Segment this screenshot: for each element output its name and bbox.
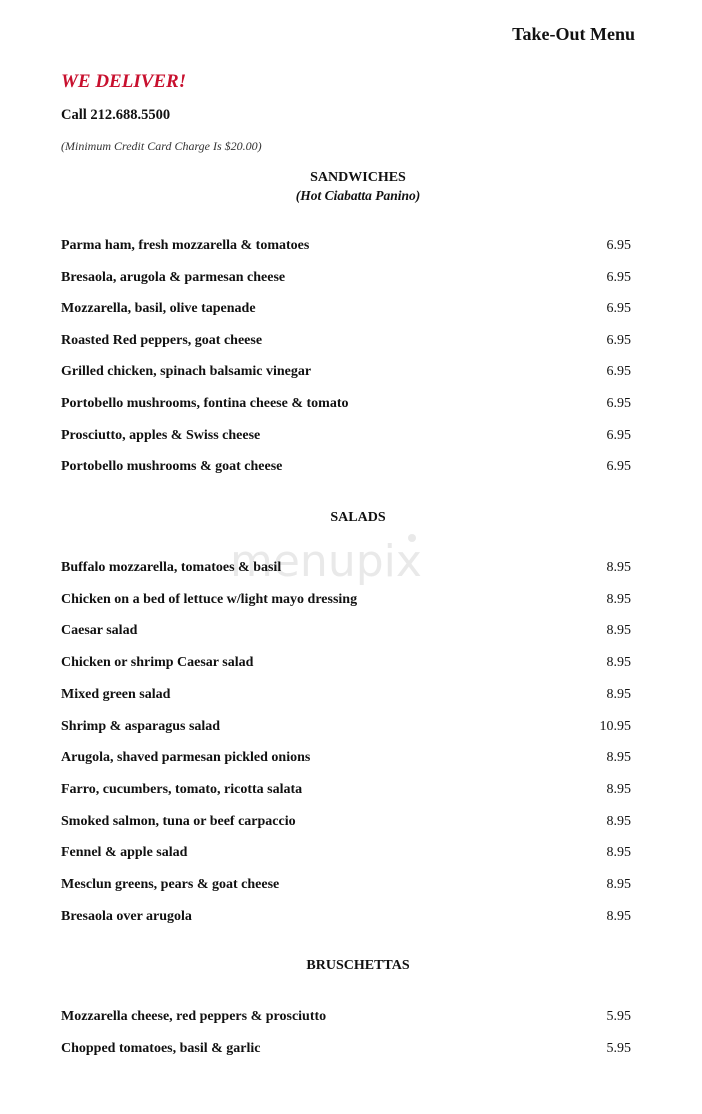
menu-item-row bbox=[61, 333, 631, 355]
menu-item-price: 8.95 bbox=[606, 591, 631, 607]
menu-item-row bbox=[61, 814, 631, 836]
menu-item-price: 8.95 bbox=[606, 750, 631, 766]
menu-item-row bbox=[61, 396, 631, 418]
menu-item-price: 6.95 bbox=[606, 332, 631, 348]
we-deliver-banner: WE DELIVER! bbox=[61, 71, 187, 92]
menu-item-name: Smoked salmon, tuna or beef carpaccio bbox=[61, 813, 296, 829]
menu-item-name: Mixed green salad bbox=[61, 686, 171, 702]
phone-number: Call 212.688.5500 bbox=[61, 107, 171, 123]
menu-item-price: 6.95 bbox=[606, 396, 631, 411]
menu-item-row bbox=[61, 459, 631, 481]
menu-item-row bbox=[61, 687, 631, 709]
menu-item-price: 8.95 bbox=[606, 908, 631, 924]
menu-item-row bbox=[61, 270, 631, 292]
menu-item-name: Bresaola over arugola bbox=[61, 908, 192, 924]
menu-item-price: 8.95 bbox=[606, 623, 631, 639]
menu-item-name: Mesclun greens, pears & goat cheese bbox=[61, 877, 280, 892]
menu-item-name: Roasted Red peppers, goat cheese bbox=[61, 332, 263, 348]
menu-item-price: 6.95 bbox=[606, 459, 631, 475]
menu-item-row bbox=[61, 428, 631, 450]
menu-item-price: 10.95 bbox=[599, 718, 631, 734]
section-title-bruschettas: BRUSCHETTAS bbox=[306, 958, 410, 973]
menu-item-row bbox=[61, 877, 631, 899]
svg-text:menupix: menupix bbox=[230, 536, 422, 587]
menu-item-row bbox=[61, 1009, 631, 1031]
menu-item-name: Mozzarella, basil, olive tapenade bbox=[61, 301, 256, 317]
menu-item-row bbox=[61, 238, 631, 260]
menu-item-price: 8.95 bbox=[606, 655, 631, 671]
menu-item-price: 6.95 bbox=[606, 427, 631, 443]
section-title-salads: SALADS bbox=[330, 510, 386, 525]
menu-item-price: 6.95 bbox=[606, 269, 631, 285]
menu-item-name: Buffalo mozzarella, tomatoes & basil bbox=[61, 560, 282, 575]
menu-item-row bbox=[61, 1041, 631, 1063]
menu-item-name: Shrimp & asparagus salad bbox=[61, 718, 221, 734]
menu-item-name: Farro, cucumbers, tomato, ricotta salata bbox=[61, 781, 303, 797]
menu-item-row bbox=[61, 719, 631, 741]
menu-item-price: 5.95 bbox=[606, 1009, 631, 1024]
menu-item-row bbox=[61, 301, 631, 323]
menu-item-price: 8.95 bbox=[606, 877, 631, 892]
menu-item-row bbox=[61, 364, 631, 386]
menu-item-name: Fennel & apple salad bbox=[61, 845, 188, 861]
minimum-charge-note: (Minimum Credit Card Charge Is $20.00) bbox=[61, 139, 262, 153]
section-subtitle-sandwiches: (Hot Ciabatta Panino) bbox=[295, 188, 421, 203]
menu-item-name: Parma ham, fresh mozzarella & tomatoes bbox=[61, 238, 310, 253]
menu-item-name: Chopped tomatoes, basil & garlic bbox=[61, 1040, 261, 1056]
menu-item-name: Bresaola, arugola & parmesan cheese bbox=[61, 269, 286, 285]
section-title-sandwiches: SANDWICHES bbox=[310, 170, 406, 185]
menu-item-row bbox=[61, 782, 631, 804]
menu-item-row bbox=[61, 750, 631, 772]
menu-item-price: 8.95 bbox=[606, 781, 631, 797]
menu-item-row bbox=[61, 560, 631, 582]
menu-item-price: 8.95 bbox=[606, 686, 631, 702]
menu-item-name: Prosciutto, apples & Swiss cheese bbox=[61, 427, 261, 443]
menu-item-row bbox=[61, 845, 631, 867]
menu-item-row bbox=[61, 655, 631, 677]
menu-title: Take-Out Menu bbox=[512, 24, 635, 44]
menu-item-name: Caesar salad bbox=[61, 623, 138, 639]
menu-item-price: 6.95 bbox=[606, 238, 631, 253]
menu-item-price: 5.95 bbox=[606, 1040, 631, 1056]
menu-item-name: Mozzarella cheese, red peppers & prosciutto bbox=[61, 1009, 327, 1024]
menu-item-name: Chicken or shrimp Caesar salad bbox=[61, 655, 254, 671]
menu-item-row bbox=[61, 592, 631, 614]
menu-item-name: Portobello mushrooms, fontina cheese & tomato bbox=[61, 396, 349, 411]
menu-item-name: Grilled chicken, spinach balsamic vinegar bbox=[61, 364, 312, 380]
menu-item-row bbox=[61, 623, 631, 645]
menu-item-price: 6.95 bbox=[606, 301, 631, 317]
menu-item-row bbox=[61, 909, 631, 931]
menu-item-name: Arugola, shaved parmesan pickled onions bbox=[61, 750, 311, 766]
menu-item-price: 6.95 bbox=[606, 364, 631, 380]
menu-item-name: Chicken on a bed of lettuce w/light mayo dressing bbox=[61, 591, 358, 607]
menu-item-price: 8.95 bbox=[606, 813, 631, 829]
menu-item-price: 8.95 bbox=[606, 845, 631, 861]
menu-item-price: 8.95 bbox=[606, 560, 631, 575]
menu-item-name: Portobello mushrooms & goat cheese bbox=[61, 459, 283, 475]
